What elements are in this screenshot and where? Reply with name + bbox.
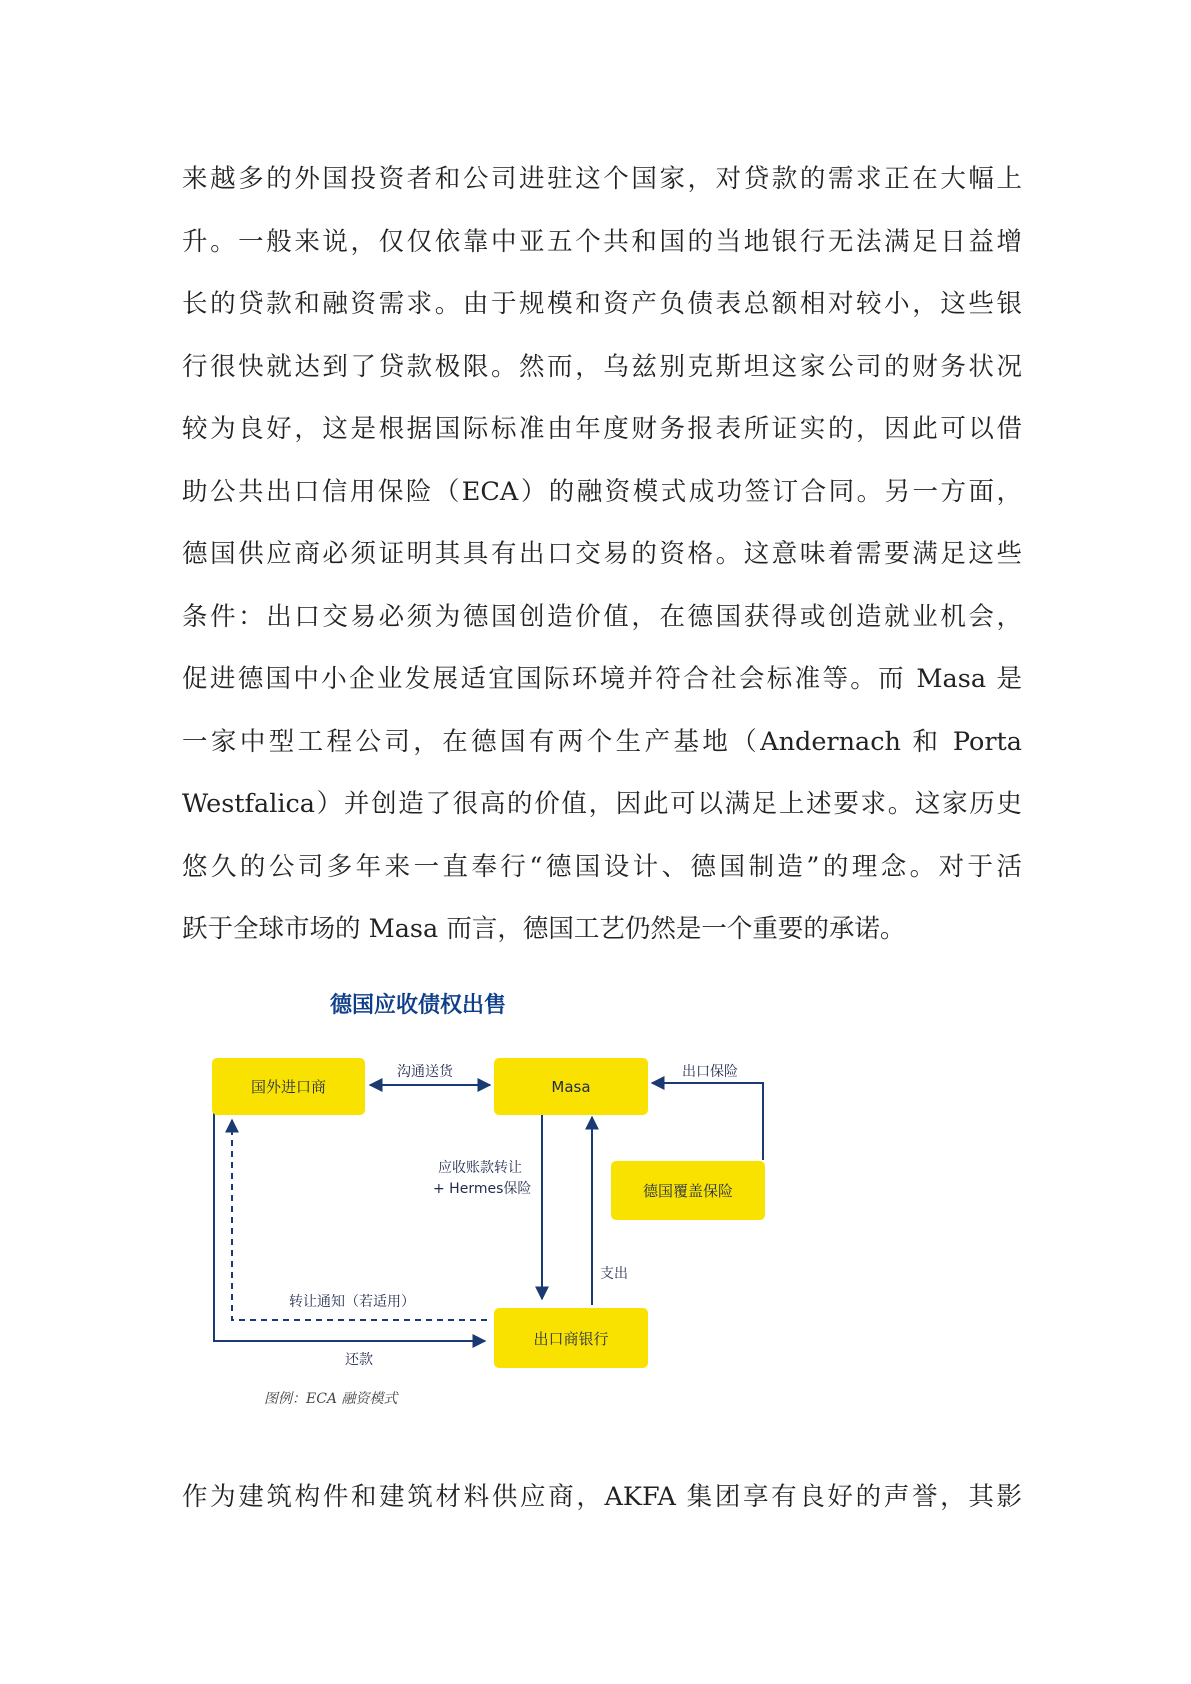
foreign-importer-label: 国外进口商 <box>250 1078 326 1096</box>
foreign-importer-box <box>212 1058 365 1115</box>
german-cover-label: 德国覆盖保险 <box>642 1182 733 1200</box>
figure-title: 德国应收债权出售 <box>330 993 507 1018</box>
text-line: 条件：出口交易必须为德国创造价值，在德国获得或创造就业机会， <box>182 601 1022 632</box>
masa-box <box>494 1058 648 1115</box>
export-insurance-label: 出口保险 <box>682 1064 738 1080</box>
exporter-bank-box <box>494 1308 648 1368</box>
repayment-label: 还款 <box>345 1352 373 1368</box>
body-paragraph <box>182 1466 1022 1529</box>
export-insurance-arrow <box>652 1083 763 1160</box>
exporter-bank-label: 出口商银行 <box>533 1329 609 1348</box>
text-line: 一家中型工程公司，在德国有两个生产基地（Andernach 和 Porta <box>182 726 1022 757</box>
figure-caption: 图例：ECA 融资模式 <box>264 1391 398 1407</box>
text-line: 升。一般来说，仅仅依靠中亚五个共和国的当地银行无法满足日益增 <box>182 226 1022 257</box>
text-line: 较为良好，这是根据国际标准由年度财务报表所证实的，因此可以借 <box>182 414 1022 444</box>
communication-label: 沟通送货 <box>397 1064 453 1080</box>
payout-label: 支出 <box>600 1266 628 1282</box>
text-line: 行很快就达到了贷款极限。然而，乌兹别克斯坦这家公司的财务状况 <box>182 351 1022 382</box>
text-line: 促进德国中小企业发展适宜国际环境并符合社会标准等。而 Masa 是 <box>182 664 1022 694</box>
masa-label: Masa <box>551 1077 591 1096</box>
receivables-label-line1: 应收账款转让 <box>438 1160 522 1176</box>
text-line: Westfalica）并创造了很高的价值，因此可以满足上述要求。这家历史 <box>182 789 1022 819</box>
text-line: 作为建筑构件和建筑材料供应商，AKFA 集团享有良好的声誉，其影 <box>182 1482 1022 1512</box>
text-line: 德国供应商必须证明其具有出口交易的资格。这意味着需要满足这些 <box>182 539 1022 569</box>
transfer-notice-label: 转让通知（若适用） <box>289 1294 415 1310</box>
transfer-notice-arrow <box>232 1120 487 1320</box>
text-line-last: 跃于全球市场的 Masa 而言，德国工艺仍然是一个重要的承诺。 <box>182 914 906 944</box>
receivables-label-line2: + Hermes保险 <box>433 1181 532 1197</box>
german-cover-box <box>611 1161 765 1220</box>
text-line: 来越多的外国投资者和公司进驻这个国家，对贷款的需求正在大幅上 <box>182 164 1022 194</box>
text-line: 助公共出口信用保险（ECA）的融资模式成功签订合同。另一方面， <box>182 476 1022 507</box>
text-line: 长的贷款和融资需求。由于规模和资产负债表总额相对较小，这些银 <box>182 289 1022 319</box>
text-line: 悠久的公司多年来一直奉行“德国设计、德国制造”的理念。对于活 <box>182 851 1022 882</box>
